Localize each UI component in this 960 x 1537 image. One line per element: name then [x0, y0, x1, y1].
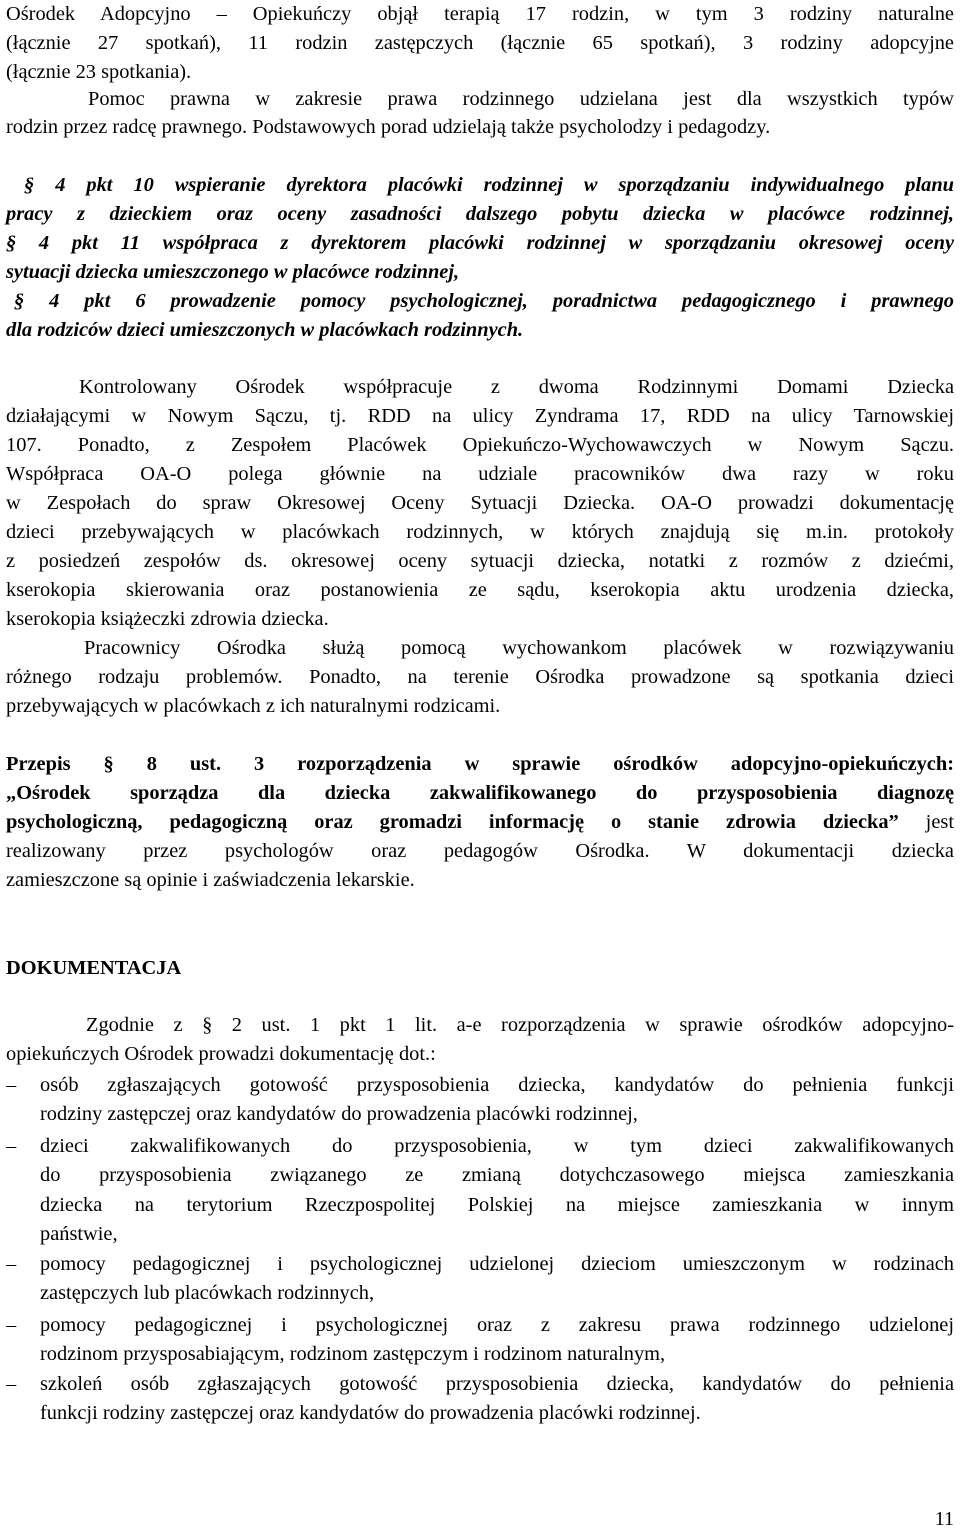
- text-line: dzieci przebywających w placówkach rodzinnych, w których znajdują się m.in. protokoły: [6, 521, 954, 543]
- przepis-line-5: [6, 866, 954, 895]
- list-item-line: funkcji rodziny zastępczej oraz kandydatów do prowadzenia placówki rodzinnej.: [40, 1402, 701, 1425]
- przepis-quote-1: „Ośrodek sporządza dla dziecka zakwalifikowanego do przysposobienia diagnozę: [6, 782, 954, 804]
- przepis-line-2: [6, 779, 954, 808]
- text-line: (łącznie 27 spotkań), 11 rodzin zastępczych (łącznie 65 spotkań), 3 rodziny adopcyjne: [6, 32, 954, 54]
- text-line: Kontrolowany Ośrodek współpracuje z dwoma Rodzinnymi Domami Dziecka: [79, 376, 954, 398]
- section-heading: DOKUMENTACJA: [6, 957, 182, 979]
- przepis-title: Przepis § 8 ust. 3 rozporządzenia w sprawie ośrodków adopcyjno-opiekuńczych:: [6, 753, 954, 775]
- list-dash: –: [6, 1074, 17, 1096]
- dok-line-2: opiekuńczych Ośrodek prowadzi dokumentację dot.:: [6, 1043, 436, 1065]
- text-line: różnego rodzaju problemów. Ponadto, na terenie Ośrodka prowadzone są spotkania dzieci: [6, 666, 954, 688]
- list-item-line: rodziny zastępczej oraz kandydatów do prowadzenia placówki rodzinnej,: [40, 1103, 638, 1126]
- text-line: sytuacji dziecka umieszczonego w placówce rodzinnej,: [6, 261, 460, 283]
- przepis-line-4: [6, 837, 954, 866]
- list-item-line: szkoleń osób zgłaszających gotowość przysposobienia dziecka, kandydatów do pełnienia: [40, 1373, 954, 1395]
- przepis-quote-rest: jest: [898, 811, 954, 833]
- text-line: Pracownicy Ośrodka służą pomocą wychowankom placówek w rozwiązywaniu: [84, 637, 954, 659]
- text-line: 107. Ponadto, z Zespołem Placówek Opiekuńczo-Wychowawczych w Nowym Sączu.: [6, 434, 954, 456]
- list-dash: –: [6, 1253, 17, 1275]
- text-line: z posiedzeń zespołów ds. okresowej oceny sytuacji dziecka, notatki z rozmów z dziećmi,: [6, 550, 954, 572]
- text-line: kserokopia książeczki zdrowia dziecka.: [6, 608, 329, 630]
- page-number: 11: [934, 1508, 954, 1530]
- list-item-line: pomocy pedagogicznej i psychologicznej udzielonej dzieciom umieszczonym w rodzinach: [40, 1253, 954, 1275]
- text-line: § 4 pkt 11 współpraca z dyrektorem placówki rodzinnej w sporządzaniu okresowej oceny: [6, 232, 954, 254]
- dok-line-1: Zgodnie z § 2 ust. 1 pkt 1 lit. a-e rozporządzenia w sprawie ośrodków adopcyjno-: [86, 1014, 954, 1036]
- text-line: w Zespołach do spraw Okresowej Oceny Sytuacji Dziecka. OA-O prowadzi dokumentację: [6, 492, 954, 514]
- text-line: (łącznie 23 spotkania).: [6, 61, 192, 83]
- przepis-text-2: zamieszczone są opinie i zaświadczenia lekarskie.: [6, 869, 415, 891]
- text-line: Współpraca OA-O polega głównie na udziale pracowników dwa razy w roku: [6, 463, 954, 485]
- text-line: Ośrodek Adopcyjno – Opiekuńczy objął terapią 17 rodzin, w tym 3 rodziny naturalne: [6, 3, 954, 25]
- list-item-line: pomocy pedagogicznej i psychologicznej oraz z zakresu prawa rodzinnego udzielonej: [40, 1314, 954, 1336]
- list-dash: –: [6, 1373, 17, 1395]
- list-item-line: dzieci zakwalifikowanych do przysposobienia, w tym dzieci zakwalifikowanych: [40, 1135, 954, 1157]
- przepis-line-1: [6, 750, 954, 779]
- przepis-text-1: realizowany przez psychologów oraz pedagogów Ośrodka. W dokumentacji dziecka: [6, 840, 954, 862]
- text-line: § 4 pkt 6 prowadzenie pomocy psychologicznej, poradnictwa pedagogicznego i prawnego: [14, 290, 954, 312]
- text-line: rodzin przez radcę prawnego. Podstawowych porad udzielają także psycholodzy i pedagodzy.: [6, 116, 771, 138]
- text-line: dla rodziców dzieci umieszczonych w placówkach rodzinnych.: [6, 319, 524, 341]
- przepis-quote-2: psychologiczną, pedagogiczną oraz gromadzi informację o stanie zdrowia dziecka”: [6, 811, 899, 833]
- list-item-line: osób zgłaszających gotowość przysposobienia dziecka, kandydatów do pełnienia funkcji: [40, 1074, 954, 1096]
- list-item-line: dziecka na terytorium Rzeczpospolitej Polskiej na miejsce zamieszkania w innym: [40, 1193, 954, 1216]
- list-item-line: do przysposobienia związanego ze zmianą dotychczasowego miejsca zamieszkania: [40, 1164, 954, 1187]
- list-dash: –: [6, 1135, 17, 1157]
- list-dash: –: [6, 1314, 17, 1336]
- text-line: Pomoc prawna w zakresie prawa rodzinnego udzielana jest dla wszystkich typów: [88, 88, 954, 110]
- text-line: kserokopia skierowania oraz postanowienia ze sądu, kserokopia aktu urodzenia dziecka,: [6, 579, 954, 601]
- list-item-line: zastępczych lub placówkach rodzinnych,: [40, 1282, 375, 1305]
- list-item-line: państwie,: [40, 1222, 118, 1245]
- text-line: działającymi w Nowym Sączu, tj. RDD na ulicy Zyndrama 17, RDD na ulicy Tarnowskiej: [6, 405, 954, 427]
- list-item-line: rodzinom przysposabiającym, rodzinom zastępczym i rodzinom naturalnym,: [40, 1343, 666, 1366]
- text-line: przebywających w placówkach z ich naturalnymi rodzicami.: [6, 695, 501, 717]
- przepis-line-3: [6, 808, 954, 837]
- text-line: pracy z dzieckiem oraz oceny zasadności dalszego pobytu dziecka w placówce rodzinnej,: [6, 203, 954, 225]
- text-line: § 4 pkt 10 wspieranie dyrektora placówki rodzinnej w sporządzaniu indywidualnego planu: [24, 174, 954, 196]
